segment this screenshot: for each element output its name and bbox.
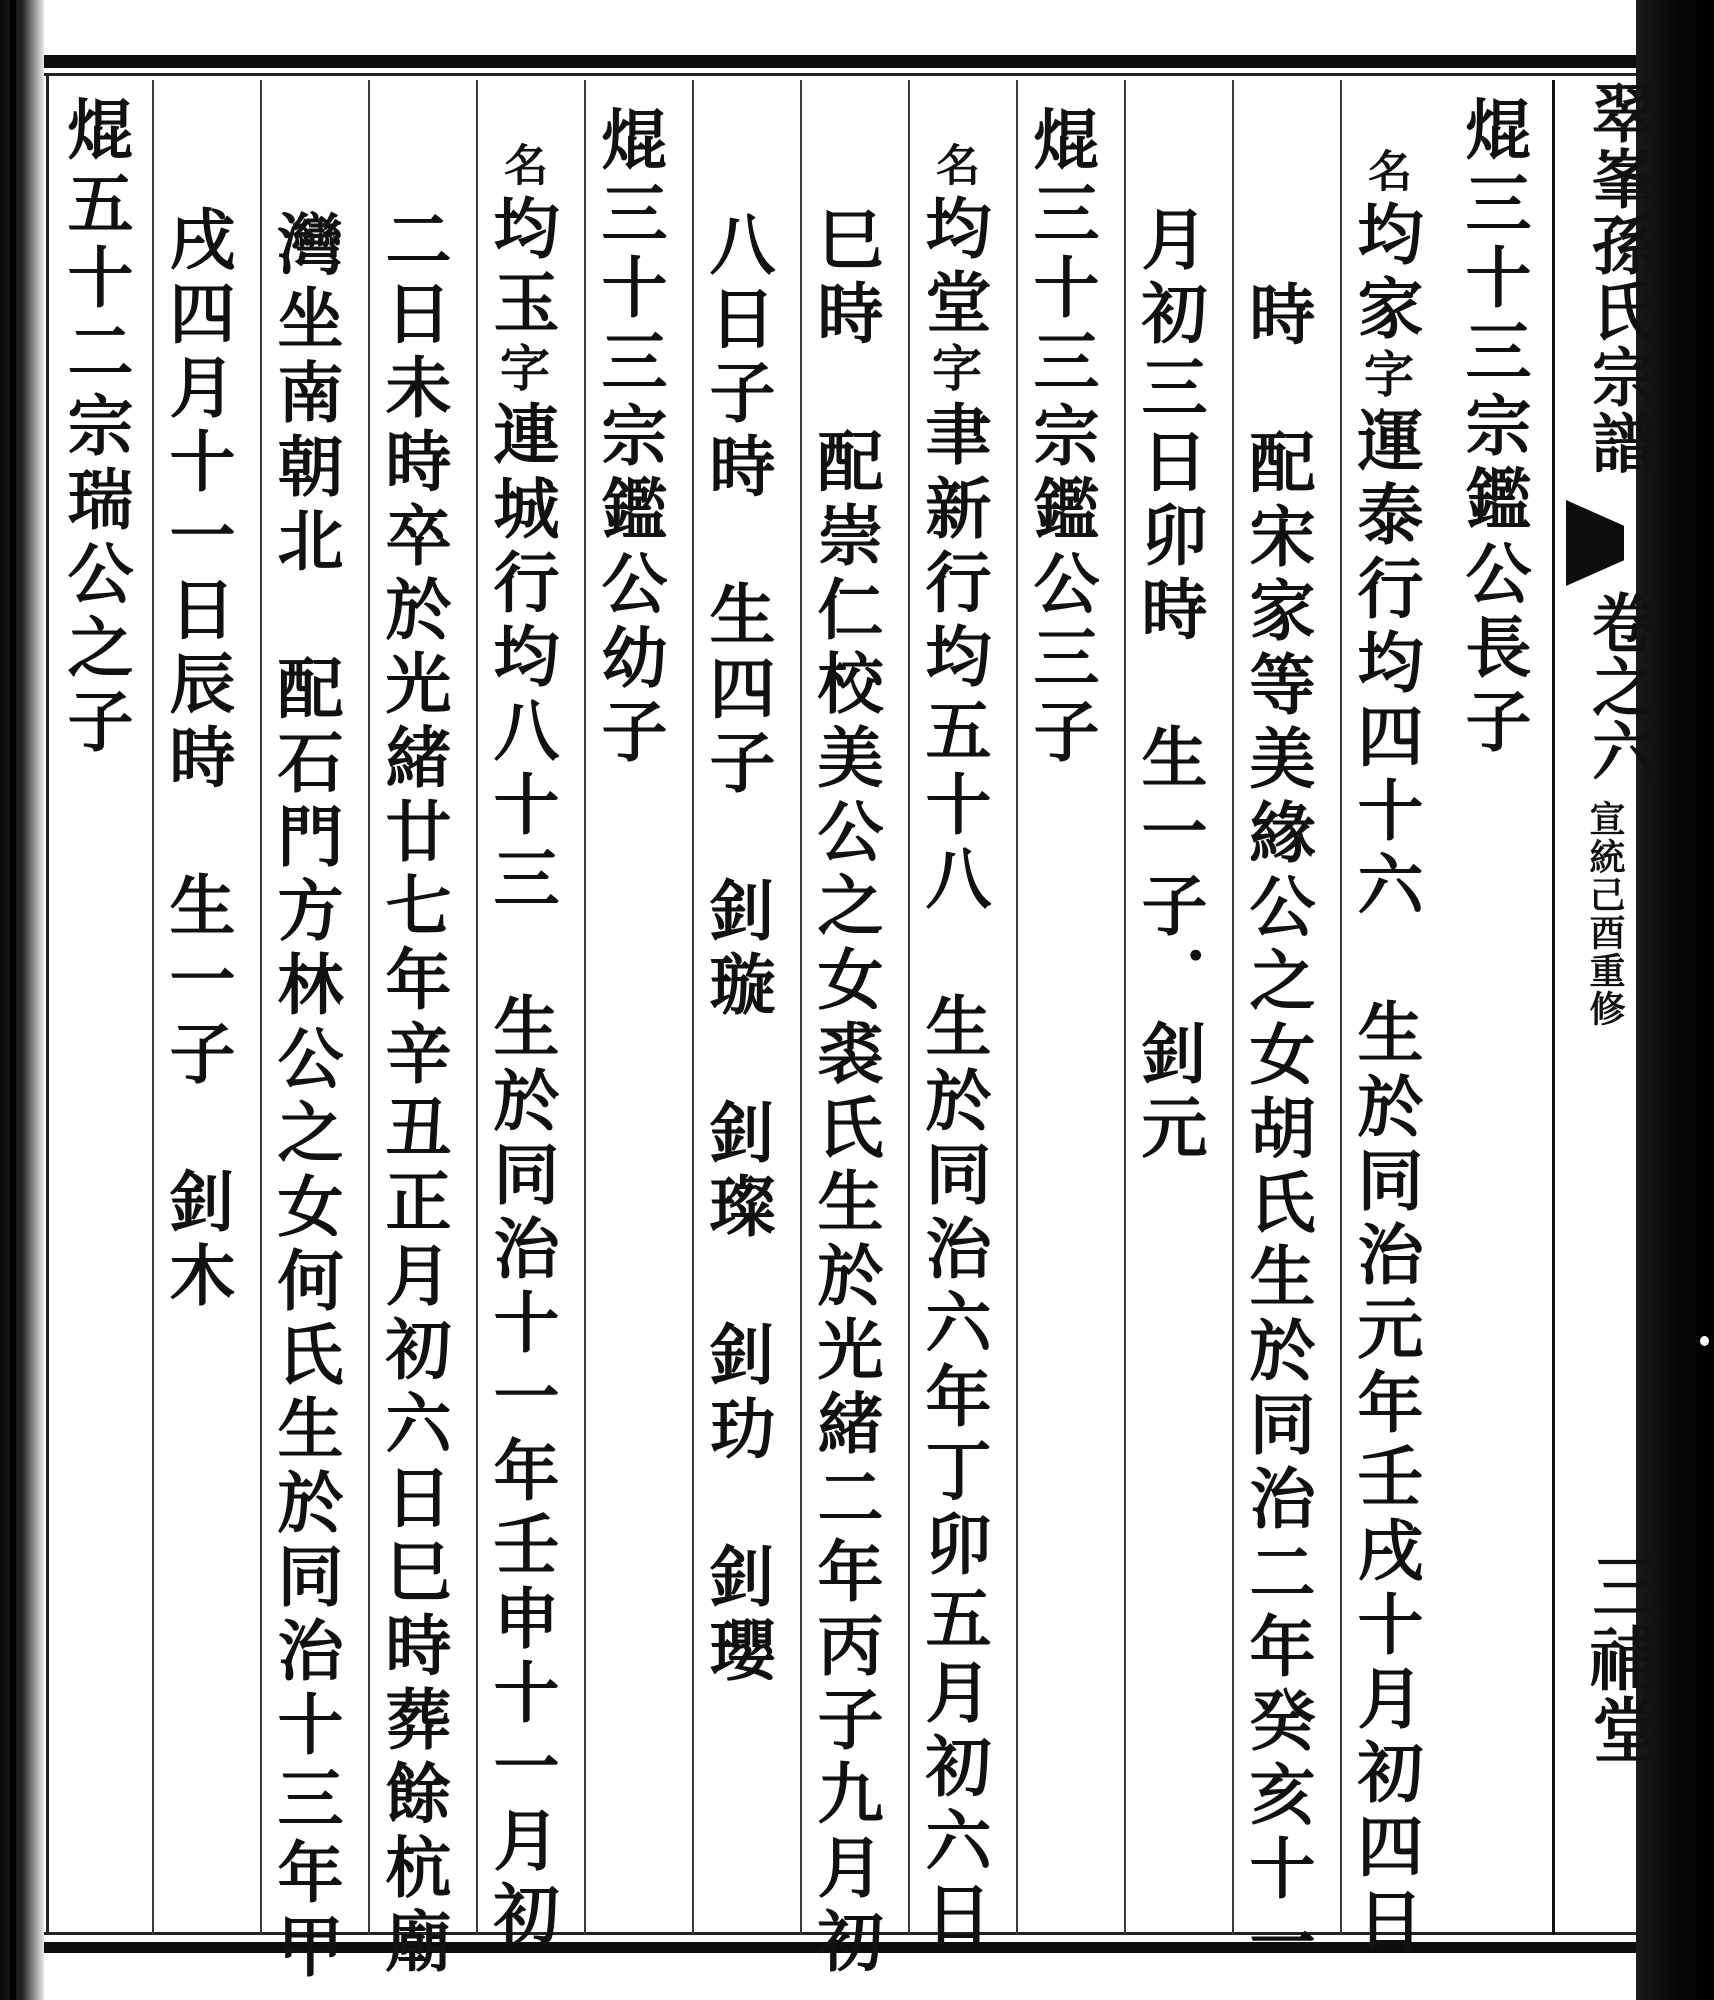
book-title: 翠峯孫氏宗譜 xyxy=(1581,80,1656,476)
column-head: 焜三十三宗鑑公三子 xyxy=(1022,105,1100,771)
column-rule xyxy=(1016,80,1018,1935)
column-text: 灣坐南朝北 配石門方林公之女何氏生於同治十三年甲 xyxy=(266,210,344,1986)
column-text: 八日子時 生四子 釗璇 釗璨 釗玏 釗瓔 xyxy=(698,210,776,1690)
scan-binding-line xyxy=(10,0,16,2000)
entry-text: 連城行均八十三 生於同治十一年壬申十一月初 xyxy=(482,400,560,1954)
column-text: 巳時 配崇仁校美公之女裘氏生於光緒二年丙子九月初 xyxy=(806,205,884,1981)
entry-text: 聿新行均五十八 生於同治六年丁卯五月初六日 xyxy=(914,400,992,1954)
column-text: 月初三日卯時 生一子．釗元 xyxy=(1130,205,1208,1167)
column-rule xyxy=(1232,80,1234,1935)
courtesy-marker: 字 xyxy=(492,342,551,400)
column-rule xyxy=(692,80,694,1935)
column-rule xyxy=(584,80,586,1935)
edition-label: 宣統己酉重修 xyxy=(1584,800,1626,1028)
given-name: 均家 xyxy=(1346,200,1424,348)
column-head: 焜三十三宗鑑公幼子 xyxy=(590,105,668,771)
volume-label: 卷之六 xyxy=(1581,590,1656,782)
column-rule xyxy=(1340,80,1342,1935)
column-rule xyxy=(260,80,262,1935)
banner-rule xyxy=(1552,80,1555,1935)
column-text xyxy=(914,142,992,1954)
name-marker: 名 xyxy=(496,142,547,194)
column-text xyxy=(1346,148,1424,1960)
scan-speck xyxy=(1700,1336,1709,1346)
column-text: 時 配宋家等美緣公之女胡氏生於同治二年癸亥十一 xyxy=(1238,280,1316,1982)
courtesy-marker: 字 xyxy=(924,342,983,400)
courtesy-marker: 字 xyxy=(1356,348,1415,406)
column-text: 二日未時卒於光緒廿七年辛丑正月初六日巳時葬餘杭廟 xyxy=(374,205,452,1981)
name-marker: 名 xyxy=(928,142,979,194)
column-rule xyxy=(368,80,370,1935)
column-text: 戌四月十一日辰時 生一子 釗木 xyxy=(158,205,236,1315)
column-text xyxy=(482,142,560,1954)
column-rule xyxy=(476,80,478,1935)
column-head: 焜三十三宗鑑公長子 xyxy=(1454,95,1532,761)
left-rule xyxy=(46,75,49,1935)
column-rule xyxy=(800,80,802,1935)
given-name: 均堂 xyxy=(914,194,992,342)
top-border-inner xyxy=(44,73,1636,76)
column-rule xyxy=(908,80,910,1935)
column-rule xyxy=(1124,80,1126,1935)
column-rule xyxy=(152,80,154,1935)
scan-left-edge xyxy=(0,0,44,2000)
given-name: 均玉 xyxy=(482,194,560,342)
column-head: 焜五十二宗瑞公之子 xyxy=(56,95,134,761)
name-marker: 名 xyxy=(1360,148,1411,200)
hall-name: 三𥙷堂 xyxy=(1581,1550,1664,1766)
top-border xyxy=(44,55,1636,68)
entry-text: 運泰行均四十六 生於同治元年壬戌十月初四日 xyxy=(1346,406,1424,1960)
